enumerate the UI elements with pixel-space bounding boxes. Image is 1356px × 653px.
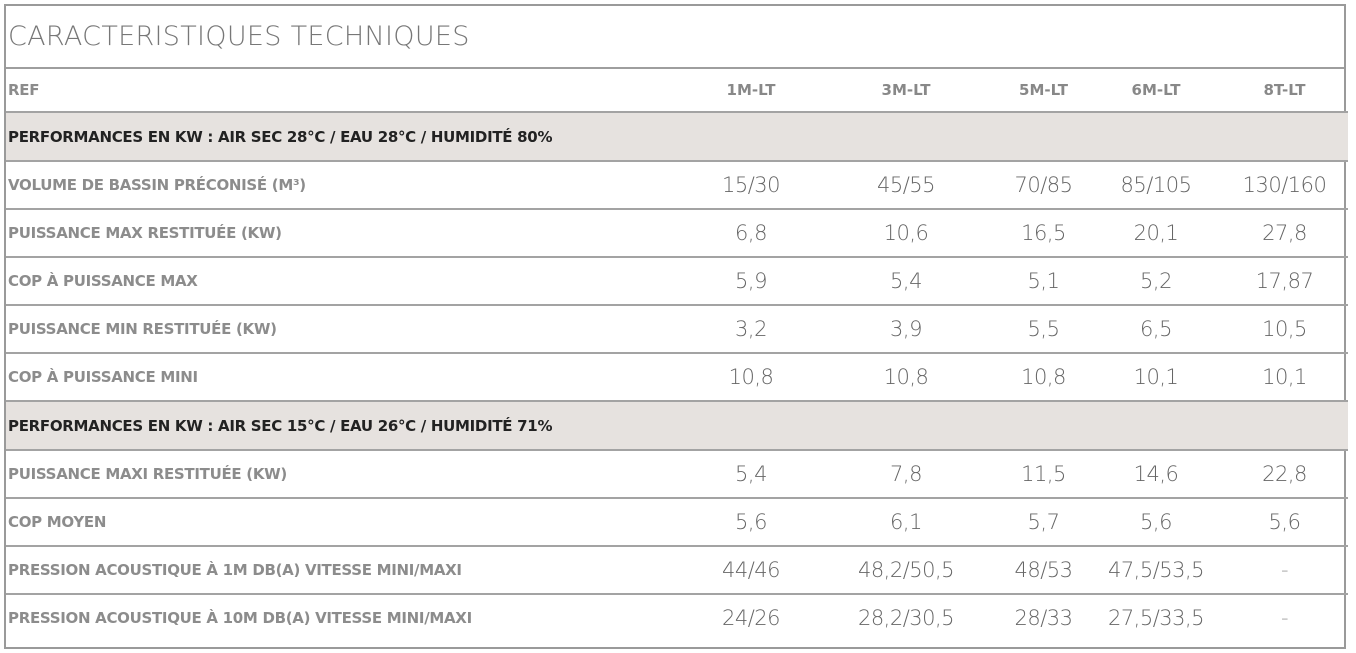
row-label: PUISSANCE MAXI RESTITUÉE (KW) — [6, 450, 686, 498]
cell-value: 70/85 — [996, 161, 1091, 209]
section-header — [6, 401, 1348, 450]
table-row — [6, 353, 1348, 401]
cell-value: 5,5 — [996, 305, 1091, 353]
row-label: PUISSANCE MAX RESTITUÉE (KW) — [6, 209, 686, 257]
cell-value: 5,2 — [1091, 257, 1221, 305]
cell-value: 5,6 — [1221, 498, 1348, 546]
section-title: PERFORMANCES EN KW : AIR SEC 28°C / EAU 28°C / HUMIDITÉ 80% — [6, 112, 1348, 161]
cell-value: 10,6 — [816, 209, 996, 257]
cell-value: 20,1 — [1091, 209, 1221, 257]
cell-value: 5,4 — [686, 450, 816, 498]
col-5m-lt: 5M-LT — [996, 69, 1091, 112]
cell-value: 5,9 — [686, 257, 816, 305]
row-label: COP À PUISSANCE MAX — [6, 257, 686, 305]
section-header — [6, 112, 1348, 161]
cell-value: 3,2 — [686, 305, 816, 353]
cell-value: 45/55 — [816, 161, 996, 209]
ref-label: REF — [6, 69, 686, 112]
col-8t-lt: 8T-LT — [1221, 69, 1348, 112]
cell-value: 5,6 — [686, 498, 816, 546]
cell-value: 10,8 — [686, 353, 816, 401]
cell-value: 27,8 — [1221, 209, 1348, 257]
table-row — [6, 498, 1348, 546]
cell-value: 10,8 — [816, 353, 996, 401]
cell-value: 48,2/50,5 — [816, 546, 996, 594]
cell-value: 10,1 — [1221, 353, 1348, 401]
cell-value: 85/105 — [1091, 161, 1221, 209]
cell-value: 15/30 — [686, 161, 816, 209]
cell-value: 5,4 — [816, 257, 996, 305]
cell-value: 6,8 — [686, 209, 816, 257]
cell-value: 6,5 — [1091, 305, 1221, 353]
row-label: COP MOYEN — [6, 498, 686, 546]
cell-value: 16,5 — [996, 209, 1091, 257]
table-row — [6, 257, 1348, 305]
table-row — [6, 546, 1348, 594]
section-title: PERFORMANCES EN KW : AIR SEC 15°C / EAU 26°C / HUMIDITÉ 71% — [6, 401, 1348, 450]
row-label: COP À PUISSANCE MINI — [6, 353, 686, 401]
cell-value: 10,5 — [1221, 305, 1348, 353]
spec-table — [6, 69, 1348, 641]
cell-value: 5,1 — [996, 257, 1091, 305]
page-title: CARACTERISTIQUES TECHNIQUES — [6, 6, 1344, 69]
cell-value: 28/33 — [1014, 606, 1073, 630]
cell-value: 27,5/33,5 — [1107, 606, 1205, 630]
cell-value: 5,7 — [996, 498, 1091, 546]
cell-value: 48/53 — [996, 546, 1091, 594]
cell-value: 10,1 — [1091, 353, 1221, 401]
row-label: PUISSANCE MIN RESTITUÉE (KW) — [6, 305, 686, 353]
cell-value: 3,9 — [816, 305, 996, 353]
cell-value: 17,87 — [1221, 257, 1348, 305]
row-label: VOLUME DE BASSIN PRÉCONISÉ (M³) — [6, 161, 686, 209]
col-1m-lt: 1M-LT — [686, 69, 816, 112]
cell-value: 28,2/30,5 — [857, 606, 955, 630]
table-row — [6, 161, 1348, 209]
header-row — [6, 69, 1348, 112]
cell-value: 6,1 — [816, 498, 996, 546]
cell-value: 10,8 — [996, 353, 1091, 401]
table-row — [6, 209, 1348, 257]
cell-value: 11,5 — [996, 450, 1091, 498]
cell-value: 22,8 — [1221, 450, 1348, 498]
col-3m-lt: 3M-LT — [816, 69, 996, 112]
cell-value: 44/46 — [686, 546, 816, 594]
cell-value: 5,6 — [1091, 498, 1221, 546]
row-label: PRESSION ACOUSTIQUE À 10M DB(A) VITESSE MINI/MAXI — [8, 609, 472, 627]
cell-value: - — [1221, 546, 1348, 594]
cell-value: 130/160 — [1221, 161, 1348, 209]
table-row — [6, 450, 1348, 498]
cell-value: 7,8 — [816, 450, 996, 498]
table-row — [6, 305, 1348, 353]
cell-value: 24/26 — [721, 606, 781, 630]
col-6m-lt: 6M-LT — [1091, 69, 1221, 112]
cell-value: - — [1280, 606, 1289, 630]
row-label: PRESSION ACOUSTIQUE À 1M DB(A) VITESSE MINI/MAXI — [6, 546, 686, 594]
spec-sheet — [4, 4, 1346, 649]
table-row — [6, 594, 1348, 641]
cell-value: 14,6 — [1091, 450, 1221, 498]
cell-value: 47,5/53,5 — [1091, 546, 1221, 594]
